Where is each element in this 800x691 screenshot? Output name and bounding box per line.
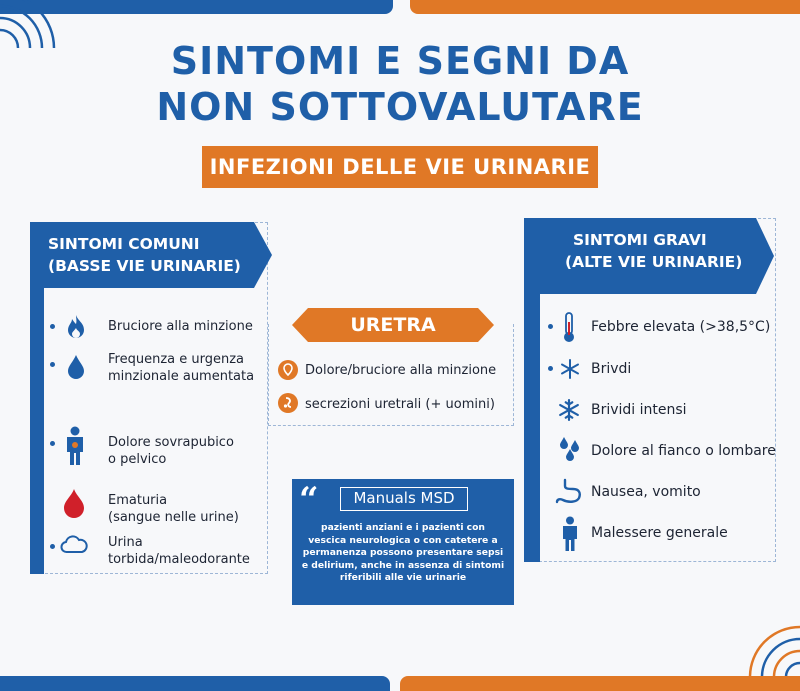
- common-symptom-5-line-1: Urina: [108, 535, 143, 550]
- bullet-dot: [50, 544, 55, 549]
- stomach-icon: [555, 478, 583, 504]
- common-symptom-2-line-2: minzionale aumentata: [108, 369, 255, 384]
- discharge-icon: [278, 393, 298, 413]
- msd-source-label: Manuals MSD: [340, 487, 468, 511]
- common-symptoms-subtitle: (BASSE VIE URINARIE): [48, 257, 241, 275]
- common-symptoms-header-arrow: [254, 222, 272, 288]
- snowflake-icon: [560, 359, 580, 379]
- common-symptom-4-line-1: Ematuria: [108, 493, 168, 508]
- bullet-dot: [548, 324, 553, 329]
- common-symptom-1: Bruciore alla minzione: [108, 319, 253, 334]
- severe-symptom-6: Malessere generale: [591, 525, 728, 541]
- person-icon: [561, 516, 579, 552]
- severe-symptom-2: Brivdi: [591, 361, 632, 377]
- bullet-dot: [548, 366, 553, 371]
- thermometer-icon: [561, 312, 577, 344]
- quote-icon: “: [299, 480, 319, 520]
- bottom-right-arcs-decoration: [725, 615, 800, 676]
- common-symptom-5-line-2: torbida/maleodorante: [108, 552, 250, 567]
- location-pin-icon: [278, 360, 298, 380]
- msd-note-line: riferibili alle vie urinarie: [339, 572, 467, 583]
- msd-note-line: e delirium, anche in assenza di sintomi: [301, 559, 505, 571]
- snowflake-icon: [558, 399, 580, 421]
- severe-symptom-1: Febbre elevata (>38,5°C): [591, 319, 771, 335]
- urethra-symptom-1: Dolore/bruciore alla minzione: [305, 363, 497, 378]
- common-symptom-4-line-2: (sangue nelle urine): [108, 510, 239, 525]
- top-right-decor-bar: [410, 0, 800, 14]
- page-title: [0, 38, 800, 130]
- water-drop-icon: [66, 354, 86, 380]
- common-symptom-2-line-1: Frequenza e urgenza: [108, 352, 245, 367]
- bullet-dot: [50, 324, 55, 329]
- common-symptom-3-line-2: o pelvico: [108, 452, 167, 467]
- cloud-icon: [60, 534, 88, 554]
- bottom-right-decor-bar: [400, 676, 800, 691]
- msd-note-line: permanenza possono presentare sepsi: [302, 547, 504, 558]
- flame-icon: [64, 314, 88, 340]
- bottom-left-decor-bar: [0, 676, 390, 691]
- msd-note-text: [300, 522, 506, 585]
- blood-drop-icon: [62, 488, 86, 518]
- severe-symptom-5: Nausea, vomito: [591, 484, 701, 500]
- severe-symptoms-subtitle: (ALTE VIE URINARIE): [565, 253, 743, 271]
- urethra-symptom-2: secrezioni uretrali (+ uomini): [305, 397, 495, 412]
- severe-symptoms-title: SINTOMI GRAVI: [573, 231, 707, 249]
- severe-symptoms-header-arrow: [756, 218, 774, 294]
- msd-note-line: vescica neurologica o con catetere a: [308, 534, 498, 546]
- bullet-dot: [50, 441, 55, 446]
- bullet-dot: [50, 362, 55, 367]
- common-symptom-3-line-1: Dolore sovrapubico: [108, 435, 234, 450]
- subtitle-banner: INFEZIONI DELLE VIE URINARIE: [202, 146, 598, 188]
- drops-icon: [558, 436, 582, 462]
- severe-symptom-4: Dolore al fianco o lombare: [591, 443, 776, 459]
- title-line-2: NON SOTTOVALUTARE: [156, 85, 644, 129]
- urethra-title: URETRA: [350, 314, 436, 336]
- msd-note-line: pazienti anziani e i pazienti con: [321, 522, 485, 533]
- common-symptoms-title: SINTOMI COMUNI: [48, 235, 200, 253]
- title-line-1: SINTOMI E SEGNI DA: [170, 39, 630, 83]
- severe-symptom-3: Brividi intensi: [591, 402, 687, 418]
- person-pain-icon: [62, 426, 88, 466]
